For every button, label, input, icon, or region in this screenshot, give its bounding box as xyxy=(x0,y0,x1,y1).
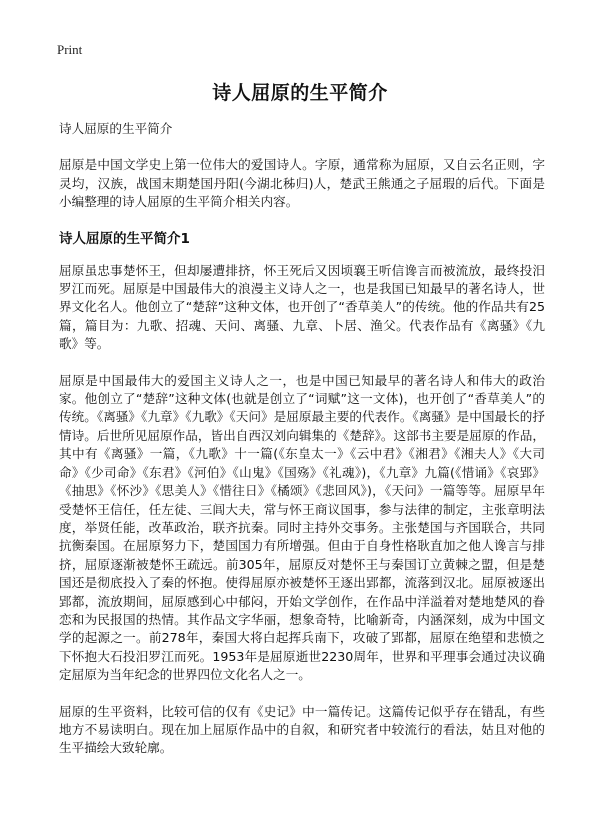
body-paragraph-1: 屈原虽忠事楚怀王，但却屡遭排挤，怀王死后又因顷襄王听信谗言而被流放，最终投汨罗江而死。屈原是中国最伟大的浪漫主义诗人之一，也是我国已知最早的著名诗人，世界文化名人。他创立了“楚辞”这种文体，也开创了“香草美人”的传统。他的作品共有25篇，篇目为：九歌、招魂、天问、离骚、九章、卜居、渔父。代表作品有《离骚》《九歌》等。 xyxy=(59,262,545,352)
article-body xyxy=(59,120,545,776)
body-paragraph-3: 屈原的生平资料，比较可信的仅有《史记》中一篇传记。这篇传记似乎存在错乱，有些地方不易读明白。现在加上屈原作品中的自叙，和研究者中较流行的看法，姑且对他的生平描绘大致轮廓。 xyxy=(59,703,545,756)
section-heading: 诗人屈原的生平简介1 xyxy=(59,230,190,247)
article-subtitle: 诗人屈原的生平简介 xyxy=(59,121,173,136)
body-paragraph-2: 屈原是中国最伟大的爱国主义诗人之一，也是中国已知最早的著名诗人和伟大的政治家。他创立了“楚辞”这种文体(也就是创立了“词赋”这一文体)，也开创了“香草美人”的传统。《离骚》《九章》《九歌》《天问》是屈原最主要的代表作。《离骚》是中国最长的抒情诗。后世所见屈原作品，皆出自西汉刘向辑集的《楚辞》。这部书主要是屈原的作品，其中有《离骚》一篇，《九歌》十一篇(《东皇太一》《云中君》《湘君》《湘夫人》《大司命》《少司命》《东君》《河伯》《山鬼》《国殇》《礼魂》)，《九章》九篇(《惜诵》《哀郢》《抽思》《怀沙》《思美人》《惜往日》《橘颂》《悲回风》)，《天问》一篇等等。屈原早年受楚怀王信任，任左徒、三闾大夫，常与怀王商议国事，参与法律的制定，主张章明法度，举贤任能，改革政治，联齐抗秦。同时主持外交事务。主张楚国与齐国联合，共同抗衡秦国。在屈原努力下，楚国国力有所增强。但由于自身性格耿直加之他人谗言与排挤，屈原逐渐被楚怀王疏远。前305年，屈原反对楚怀王与秦国订立黄棘之盟，但是楚国还是彻底投入了秦的怀抱。使得屈原亦被楚怀王逐出郢都，流落到汉北。屈原被逐出郢都，流放期间，屈原感到心中郁闷，开始文学创作，在作品中洋溢着对楚地楚风的眷恋和为民报国的热情。其作品文字华丽，想象奇特，比喻新奇，内涵深刻，成为中国文学的起源之一。前278年，秦国大将白起挥兵南下，攻破了郢都，屈原在绝望和悲愤之下怀抱大石投汨罗江而死。1953年是屈原逝世2230周年，世界和平理事会通过决议确定屈原为当年纪念的世界四位文化名人之一。 xyxy=(59,372,545,683)
print-link[interactable]: Print xyxy=(57,42,83,57)
page-title: 诗人屈原的生平简介 xyxy=(212,82,388,104)
intro-paragraph: 屈原是中国文学史上第一位伟大的爱国诗人。字原，通常称为屈原，又自云名正则，字灵均，汉族，战国末期楚国丹阳(今湖北秭归)人，楚武王熊通之子屈瑕的后代。下面是小编整理的诗人屈原的生平简介相关内容。 xyxy=(59,157,545,210)
